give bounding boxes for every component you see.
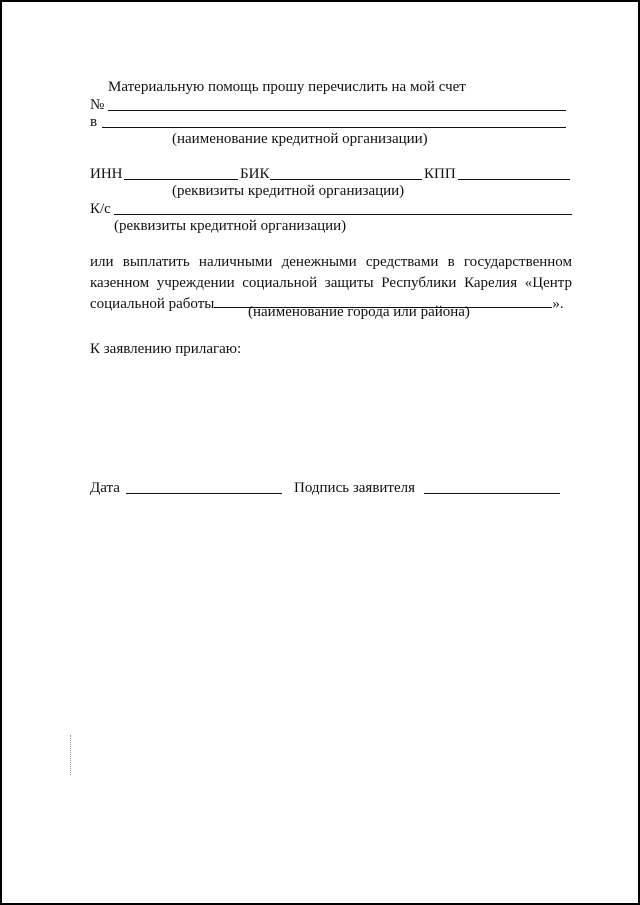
kpp-label: КПП bbox=[424, 166, 456, 182]
account-number-field[interactable] bbox=[108, 110, 566, 111]
bank-name-field[interactable] bbox=[102, 127, 566, 128]
bik-field[interactable] bbox=[270, 179, 422, 180]
cash-paragraph-text: или выплатить наличными денежными средствами в государственном казенном учреждении социальной защиты Республики Карелия «Центр социальной работы bbox=[90, 254, 572, 312]
cash-paragraph-end: ». bbox=[552, 296, 564, 312]
scan-artifact bbox=[70, 735, 73, 775]
inn-field[interactable] bbox=[124, 179, 238, 180]
kpp-field[interactable] bbox=[458, 179, 570, 180]
inn-label: ИНН bbox=[90, 166, 123, 182]
page-border-top bbox=[0, 0, 640, 2]
date-label: Дата bbox=[90, 480, 120, 496]
bank-in-label: в bbox=[90, 114, 98, 130]
signature-label: Подпись заявителя bbox=[294, 480, 416, 496]
page-border-left bbox=[0, 0, 2, 905]
requisites-caption-2: (реквизиты кредитной организации) bbox=[114, 218, 347, 234]
account-number-label: № bbox=[90, 97, 105, 113]
city-caption: (наименование города или района) bbox=[248, 304, 470, 320]
attachments-label: К заявлению прилагаю: bbox=[90, 341, 242, 357]
requisites-caption-1: (реквизиты кредитной организации) bbox=[172, 183, 405, 199]
bik-label: БИК bbox=[240, 166, 270, 182]
bank-name-caption: (наименование кредитной организации) bbox=[172, 131, 428, 147]
ks-field[interactable] bbox=[114, 214, 572, 215]
date-field[interactable] bbox=[126, 493, 282, 494]
signature-field[interactable] bbox=[424, 493, 560, 494]
intro-text: Материальную помощь прошу перечислить на мой счет bbox=[108, 79, 466, 95]
ks-label: К/с bbox=[90, 201, 111, 217]
